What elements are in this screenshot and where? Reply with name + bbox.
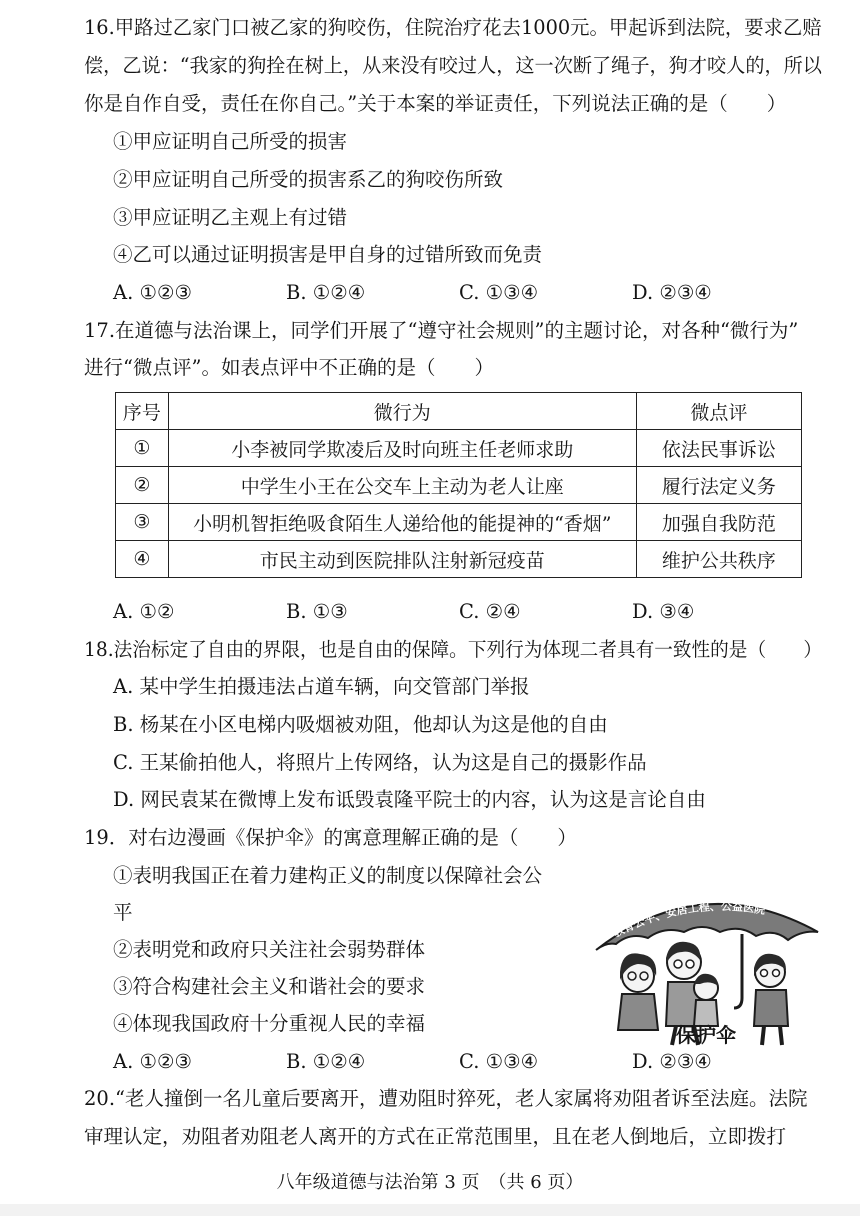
q17-option-b: B. ①③ bbox=[286, 600, 348, 623]
q20-stem-line1: 20.“老人撞倒一名儿童后要离开，遭劝阻时猝死，老人家属将劝阻者诉至法庭。法院 bbox=[84, 1087, 808, 1110]
header-comment: 微点评 bbox=[636, 393, 801, 430]
q16-stem-line3: 你是自作自受，责任在你自己。”关于本案的举证责任，下列说法正确的是（ ） bbox=[84, 92, 787, 115]
q16-item-2: ②甲应证明自己所受的损害系乙的狗咬伤所致 bbox=[113, 168, 504, 191]
q17-stem-line2: 进行“微点评”。如表点评中不正确的是（ ） bbox=[84, 356, 494, 379]
q16-item-1: ①甲应证明自己所受的损害 bbox=[113, 130, 348, 153]
page-bottom-edge bbox=[0, 1204, 860, 1216]
q20-stem-line2: 审理认定，劝阻者劝阻老人离开的方式在正常范围里，且在老人倒地后，立即拨打 bbox=[84, 1125, 787, 1148]
q16-stem-line2: 偿，乙说：“我家的狗拴在树上，从来没有咬过人，这一次断了绳子，狗才咬人的，所以 bbox=[84, 54, 822, 77]
q19-item-2: ②表明党和政府只关注社会弱势群体 bbox=[113, 938, 426, 961]
q16-item-3: ③甲应证明乙主观上有过错 bbox=[113, 206, 348, 229]
page-footer: 八年级道德与法治第 3 页 （共 6 页） bbox=[276, 1172, 584, 1193]
row-behavior: 中学生小王在公交车上主动为老人让座 bbox=[168, 467, 636, 504]
row-comment: 维护公共秩序 bbox=[636, 541, 801, 578]
umbrella-slogan: 教育公平、安居工程、公益医院 bbox=[611, 899, 767, 940]
q18-option-c: C. 王某偷拍他人，将照片上传网络，认为这是自己的摄影作品 bbox=[113, 751, 647, 774]
row-comment: 依法民事诉讼 bbox=[636, 430, 801, 467]
q19-option-c: C. ①③④ bbox=[459, 1050, 539, 1073]
table-row bbox=[116, 467, 802, 504]
table-row bbox=[116, 504, 802, 541]
row-number: ② bbox=[116, 467, 169, 504]
q16-item-4: ④乙可以通过证明损害是甲自身的过错所致而免责 bbox=[113, 243, 543, 266]
q16-option-a: A. ①②③ bbox=[113, 281, 192, 304]
row-comment: 履行法定义务 bbox=[636, 467, 801, 504]
table-header-row bbox=[116, 393, 802, 430]
table-row bbox=[116, 430, 802, 467]
q16-stem-line1: 16.甲路过乙家门口被乙家的狗咬伤，住院治疗花去1000元。甲起诉到法院，要求乙赔 bbox=[84, 16, 822, 39]
q19-item-1: ①表明我国正在着力建构正义的制度以保障社会公 bbox=[113, 864, 543, 887]
q18-option-b: B. 杨某在小区电梯内吸烟被劝阻，他却认为这是他的自由 bbox=[113, 713, 608, 736]
cartoon-caption: 保护伞 bbox=[676, 1023, 736, 1047]
q19-item-4: ④体现我国政府十分重视人民的幸福 bbox=[113, 1012, 426, 1035]
q17-option-a: A. ①② bbox=[113, 600, 175, 623]
q19-item-1-continued: 平 bbox=[113, 901, 133, 924]
row-behavior: 小明机智拒绝吸食陌生人递给他的能提神的“香烟” bbox=[168, 504, 636, 541]
q16-option-b: B. ①②④ bbox=[286, 281, 366, 304]
q19-stem: 19．对右边漫画《保护伞》的寓意理解正确的是（ ） bbox=[84, 826, 577, 849]
row-behavior: 小李被同学欺凌后及时向班主任老师求助 bbox=[168, 430, 636, 467]
row-number: ④ bbox=[116, 541, 169, 578]
q19-option-d: D. ②③④ bbox=[632, 1050, 712, 1073]
q19-item-3: ③符合构建社会主义和谐社会的要求 bbox=[113, 975, 426, 998]
row-comment: 加强自我防范 bbox=[636, 504, 801, 541]
row-behavior: 市民主动到医院排队注射新冠疫苗 bbox=[168, 541, 636, 578]
q19-option-b: B. ①②④ bbox=[286, 1050, 366, 1073]
row-number: ③ bbox=[116, 504, 169, 541]
table-row bbox=[116, 541, 802, 578]
behavior-review-table bbox=[115, 392, 802, 578]
q17-option-c: C. ②④ bbox=[459, 600, 521, 623]
q16-option-d: D. ②③④ bbox=[632, 281, 712, 304]
row-number: ① bbox=[116, 430, 169, 467]
q17-option-d: D. ③④ bbox=[632, 600, 695, 623]
q17-stem-line1: 17.在道德与法治课上，同学们开展了“遵守社会规则”的主题讨论，对各种“微行为” bbox=[84, 319, 799, 342]
header-number: 序号 bbox=[116, 393, 169, 430]
q16-option-c: C. ①③④ bbox=[459, 281, 539, 304]
q19-option-a: A. ①②③ bbox=[113, 1050, 192, 1073]
q18-stem: 18.法治标定了自由的界限，也是自由的保障。下列行为体现二者具有一致性的是（ ） bbox=[84, 638, 823, 661]
q18-option-d: D. 网民袁某在微博上发布诋毁袁隆平院士的内容，认为这是言论自由 bbox=[113, 788, 706, 811]
header-behavior: 微行为 bbox=[168, 393, 636, 430]
q18-option-a: A. 某中学生拍摄违法占道车辆，向交管部门举报 bbox=[113, 675, 530, 698]
